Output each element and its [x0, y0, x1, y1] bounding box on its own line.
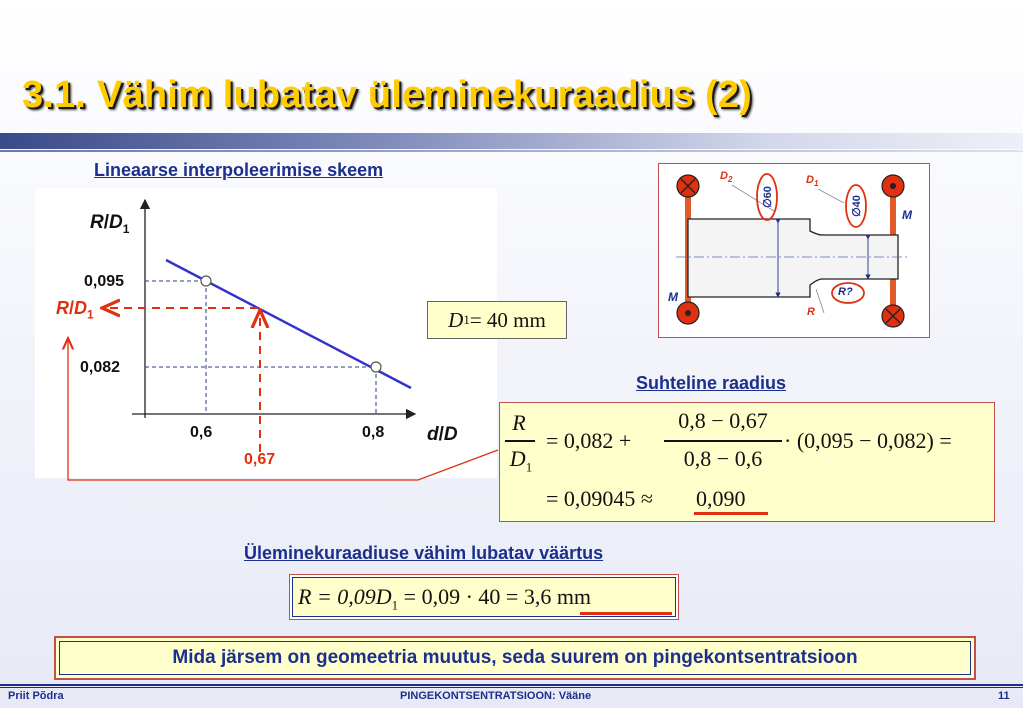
point-06 [201, 276, 211, 286]
target-label-d: D [74, 298, 88, 318]
label-d1 [806, 174, 818, 188]
frac1-den [505, 446, 537, 475]
x-axis-label-d2: D [443, 424, 458, 445]
target-label-sub: 1 [87, 307, 94, 322]
point-08 [371, 362, 381, 372]
result-sub: 1 [391, 597, 399, 613]
target-label-r: R [56, 298, 69, 318]
result-mid: = 0,09 · 40 = [398, 584, 524, 609]
red-connector [68, 338, 498, 480]
x-axis-label-slash: / [438, 424, 444, 445]
x-tick-08: 0,8 [362, 424, 385, 441]
formula-line2-result: 0,090 [696, 486, 746, 511]
label-m-left: M [668, 290, 678, 304]
frac1-den-d: D [509, 446, 526, 471]
result-formula [298, 584, 591, 613]
frac1-den-sub: 1 [525, 459, 533, 475]
result-lhs: R = 0,09D [298, 584, 392, 609]
x-tick-06: 0,6 [190, 424, 213, 441]
conclusion-note-text: Mida järsem on geomeetria muutus, seda suurem on pingekontsentratsioon [59, 641, 971, 675]
result-value: 3,6 mm [523, 584, 592, 609]
part-drawing-svg [658, 163, 930, 338]
d1-rhs: = 40 mm [469, 307, 546, 332]
d1-symbol: D [448, 307, 464, 332]
d1-value-box [427, 301, 567, 339]
y-axis-label-r: R [90, 212, 104, 233]
x-axis-label-d: d [427, 424, 439, 445]
y-axis-label-slash: / [103, 212, 110, 233]
label-d2 [720, 170, 732, 184]
y-tick-0095: 0,095 [84, 273, 125, 290]
footer-course: PINGEKONTSENTRATSIOON: Vääne [400, 690, 592, 702]
label-r-question: R? [838, 286, 853, 298]
y-axis-label [90, 212, 129, 236]
formula-line2-eq: = 0,09045 ≈ [546, 486, 653, 511]
frac2-bar [664, 440, 782, 442]
label-d1-letter: D [806, 174, 814, 186]
footer-line [0, 684, 1023, 686]
result-underline-36 [580, 612, 672, 615]
scheme-heading: Lineaarse interpoleerimise skeem [94, 160, 384, 180]
x-axis-label [427, 424, 458, 446]
d1-sub: 1 [463, 312, 470, 327]
min-value-heading: Üleminekuraadiuse vähim lubatav väärtus [244, 543, 604, 563]
shaft-outline [688, 219, 898, 297]
dim-60-label: ∅60 [762, 186, 774, 208]
label-d1-sub: 1 [813, 179, 819, 189]
footer-page-number: 11 [998, 690, 1010, 702]
label-m-right: M [902, 208, 912, 222]
conclusion-note [54, 636, 976, 680]
frac2-num: 0,8 − 0,67 [678, 408, 768, 433]
leader-r [816, 289, 824, 313]
dim-40-label: ∅40 [851, 195, 863, 217]
leader-d1 [818, 189, 844, 203]
target-label-slash: / [69, 298, 75, 318]
frac2-den: 0,8 − 0,6 [683, 446, 763, 471]
formula-eq1: = 0,082 + [546, 428, 632, 453]
footer-author: Priit Põdra [8, 690, 64, 702]
dot-marker-bottom-left-icon [677, 302, 699, 324]
dot-marker-top-right-icon [882, 175, 904, 197]
label-d2-letter: D [720, 170, 728, 182]
label-r: R [807, 306, 815, 318]
footer-line-thin [0, 687, 1023, 688]
x-marker-bottom-right-icon [882, 305, 904, 327]
target-ratio-label [56, 298, 94, 322]
y-tick-0082: 0,082 [80, 359, 121, 376]
x-target-067: 0,67 [244, 451, 276, 468]
label-d2-sub: 2 [727, 175, 733, 185]
x-marker-top-left-icon [677, 175, 699, 197]
result-underline-090 [694, 512, 768, 515]
relative-radius-heading: Suhteline raadius [636, 373, 787, 393]
frac1-bar [505, 440, 535, 442]
frac1-num: R [512, 410, 526, 435]
slide-title: 3.1. Vähim lubatav üleminekuraadius (2) [22, 74, 753, 116]
y-axis-label-d: D [109, 212, 123, 233]
formula-tail: · (0,095 − 0,082) = [784, 428, 952, 453]
y-axis-label-sub: 1 [122, 221, 130, 236]
